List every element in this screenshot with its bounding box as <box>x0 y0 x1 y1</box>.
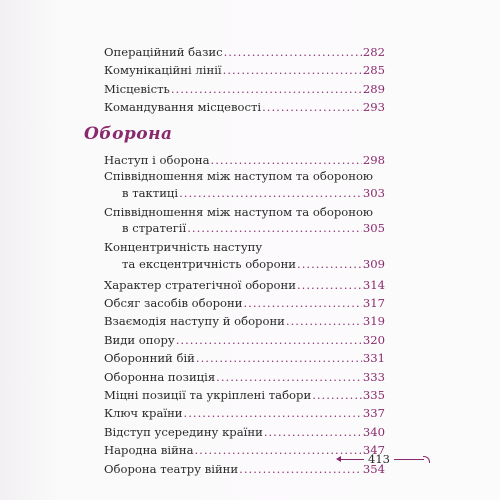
toc-entry-label: Види опору <box>104 332 175 347</box>
toc-entry-label: Народна війна <box>104 443 194 458</box>
toc-entry-page: 335 <box>362 388 385 403</box>
toc-entry-label: Оборонний бій <box>104 351 195 366</box>
toc-entry-page: 293 <box>362 100 385 115</box>
toc-entry-label: Операційний базис <box>104 45 223 59</box>
toc-entry <box>104 386 385 404</box>
toc-entry-page: 354 <box>362 461 385 476</box>
leader-dots <box>176 331 362 349</box>
toc-entry <box>104 80 385 98</box>
section-heading <box>84 124 173 144</box>
leader-dots <box>179 184 362 202</box>
toc-entry-label: Наступ і оборона <box>104 153 210 167</box>
toc-entry-label: Характер стратегічної оборони <box>104 277 296 292</box>
toc-entry <box>104 404 385 422</box>
leader-dots <box>297 255 362 273</box>
toc-entry-page: 331 <box>362 351 385 366</box>
leader-dots <box>223 61 362 79</box>
toc-entry-label: Співвідношення між наступом та обороною <box>104 204 374 219</box>
toc-entry-label: Місцевість <box>104 81 170 96</box>
toc-section-list <box>104 151 385 478</box>
toc-entry-label-cont: в стратегії <box>122 221 187 236</box>
toc-entry <box>104 151 385 169</box>
toc-entry-label: Міцні позиції та укріплені табори <box>104 388 312 403</box>
leader-dots <box>211 151 362 169</box>
toc-entry-continuation <box>104 184 385 202</box>
toc-entry-label: Оборонна позиція <box>104 369 216 384</box>
leader-dots <box>297 276 362 294</box>
toc-entry-page: 298 <box>362 153 385 167</box>
leader-dots <box>196 349 362 367</box>
toc-entry <box>104 294 385 312</box>
toc-entry <box>104 368 385 386</box>
toc-entry <box>104 240 385 273</box>
toc-entry-page: 309 <box>362 256 385 271</box>
toc-entry <box>104 205 385 238</box>
toc-entry <box>104 423 385 441</box>
leader-dots <box>243 294 361 312</box>
toc-entry-label-cont: та ексцентричність оборони <box>122 256 297 271</box>
toc-entry-label: Ключ країни <box>104 406 183 421</box>
toc-entry-label: Концентричність наступу <box>104 240 263 255</box>
toc-entry-page: 333 <box>362 369 385 384</box>
leader-dots <box>224 43 362 61</box>
toc-entry-page: 347 <box>362 443 385 458</box>
toc-entry-page: 314 <box>362 277 385 292</box>
toc-entry <box>104 276 385 294</box>
leader-dots <box>262 98 362 116</box>
toc-entry <box>104 331 385 349</box>
toc-entry-label-cont: в тактиці <box>122 185 179 200</box>
toc-entry <box>104 61 385 79</box>
toc-entry-label: Взаємодія наступу й оборони <box>104 314 285 329</box>
page-folio <box>340 452 424 466</box>
toc-entry-page: 305 <box>362 221 385 236</box>
toc-entry-label: Обсяг засобів оборони <box>104 296 243 311</box>
toc-entry-page: 319 <box>362 314 385 329</box>
leader-dots <box>264 423 362 441</box>
leader-dots <box>312 386 362 404</box>
toc-entry-page: 303 <box>362 185 385 200</box>
toc-entry <box>104 169 385 202</box>
toc-entry-page: 282 <box>362 45 385 59</box>
toc-entry-label: Командування місцевості <box>104 100 262 115</box>
toc-entry-page: 320 <box>362 332 385 347</box>
leader-dots <box>184 404 362 422</box>
toc-entry <box>104 43 385 61</box>
leader-dots <box>286 312 362 330</box>
folio-ornament-left <box>340 459 364 460</box>
leader-dots <box>171 80 362 98</box>
toc-entry <box>104 349 385 367</box>
toc-entry-page: 337 <box>362 406 385 421</box>
page-number: 413 <box>368 452 390 466</box>
toc-entry-page: 285 <box>362 63 385 78</box>
toc-entry-label: Відступ усередину країни <box>104 424 263 439</box>
toc-entry <box>104 312 385 330</box>
folio-ornament-right <box>394 459 424 460</box>
toc-entry-continuation <box>104 255 385 273</box>
leader-dots <box>216 368 362 386</box>
toc-entry-page: 289 <box>362 81 385 96</box>
leader-dots <box>187 219 362 237</box>
toc-entry-continuation <box>104 219 385 237</box>
toc-top-list <box>104 43 385 117</box>
toc-entry-page: 340 <box>362 424 385 439</box>
toc-entry-label: Комунікаційні лінії <box>104 63 222 78</box>
toc-entry-label: Оборона театру війни <box>104 461 239 476</box>
section-title: Оборона <box>84 124 173 144</box>
toc-entry-page: 317 <box>362 296 385 311</box>
toc-entry <box>104 98 385 116</box>
toc-entry-label: Співвідношення між наступом та обороною <box>104 169 374 184</box>
